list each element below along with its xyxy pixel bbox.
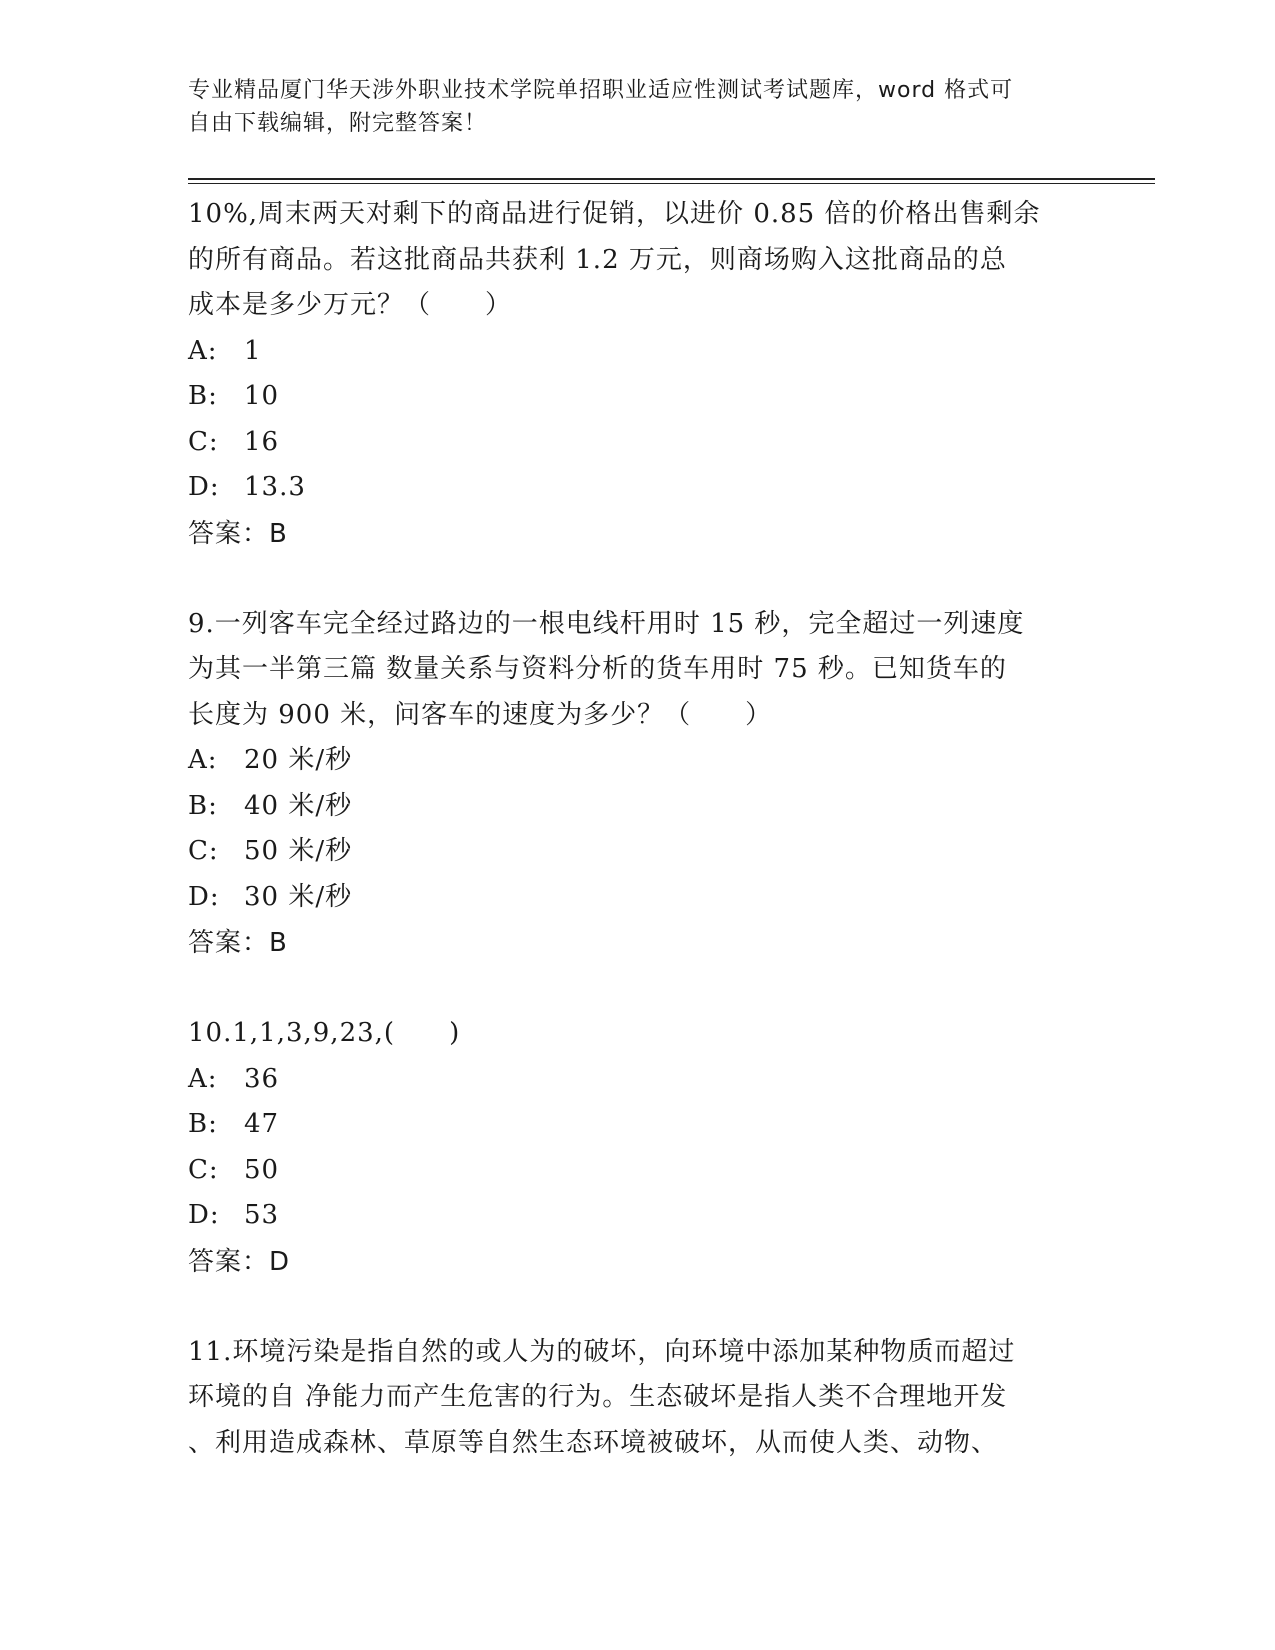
answer: 答案：D [188,1246,291,1277]
option-key: A: [188,335,218,366]
option-value: 36 [244,1063,280,1094]
page-header [188,74,1068,140]
question-text-line: 为其一半第三篇 数量关系与资料分析的货车用时 75 秒。已知货车的 [188,654,1007,684]
option-d [188,465,1088,511]
question-11 [188,1330,1088,1467]
option-value: 40 米/秒 [244,790,353,821]
option-key: D: [188,472,220,502]
option-value: 53 [244,1200,280,1230]
option-key: A: [188,1063,218,1094]
document-body [188,192,1088,1466]
answer: 答案：B [188,928,288,958]
spacer [188,1285,1088,1330]
option-key: C: [188,836,219,866]
option-a [188,329,1088,375]
option-value: 20 米/秒 [244,745,353,775]
question-text-line: 11.环境污染是指自然的或人为的破坏，向环境中添加某种物质而超过 [188,1336,1016,1367]
answer: 答案：B [188,518,288,549]
option-d [188,1193,1088,1239]
option-key: C: [188,426,219,457]
option-c [188,829,1088,875]
option-c [188,420,1088,466]
question-text-line: 的所有商品。若这批商品共获利 1.2 万元，则商场购入这批商品的总 [188,244,1007,275]
question-text-line: 长度为 900 米，问客车的速度为多少？（ ） [188,699,773,730]
question-text-line: 9.一列客车完全经过路边的一根电线杆用时 15 秒，完全超过一列速度 [188,608,1025,639]
option-value: 13.3 [244,472,306,502]
option-key: A: [188,745,218,775]
question-text-line: 、利用造成森林、草原等自然生态环境被破坏，从而使人类、动物、 [188,1427,999,1458]
spacer [188,557,1088,602]
question-text-line: 环境的自 净能力而产生危害的行为。生态破坏是指人类不合理地开发 [188,1382,1008,1412]
option-key: B: [188,1109,218,1139]
option-key: B: [188,381,218,411]
question-8 [188,192,1088,557]
question-text-line: 10%,周末两天对剩下的商品进行促销，以进价 0.85 倍的价格出售剩余 [188,199,1041,229]
header-rule-thick [188,178,1155,180]
option-value: 30 米/秒 [244,881,353,912]
option-b [188,374,1088,420]
header-line-2: 自由下载编辑，附完整答案！ [188,111,488,136]
spacer [188,966,1088,1011]
option-key: D: [188,1200,220,1230]
option-value: 50 [244,1154,280,1185]
option-value: 16 [244,426,280,457]
header-line-1: 专业精品厦门华天涉外职业技术学院单招职业适应性测试考试题库，word 格式可 [188,78,1014,103]
question-10 [188,1011,1088,1285]
option-b [188,1102,1088,1148]
question-text-line: 10.1,1,3,9,23,( ) [188,1018,461,1048]
option-value: 10 [244,381,280,411]
option-c [188,1148,1088,1194]
header-rule-thin [188,183,1155,184]
question-text-line: 成本是多少万元？（ ） [188,290,513,320]
option-d [188,875,1088,921]
option-key: B: [188,790,218,821]
option-value: 50 米/秒 [244,836,353,866]
option-key: C: [188,1154,219,1185]
question-9 [188,602,1088,967]
option-key: D: [188,881,220,912]
option-value: 1 [244,335,262,366]
option-a [188,1057,1088,1103]
option-b [188,784,1088,830]
option-value: 47 [244,1109,280,1139]
option-a [188,738,1088,784]
